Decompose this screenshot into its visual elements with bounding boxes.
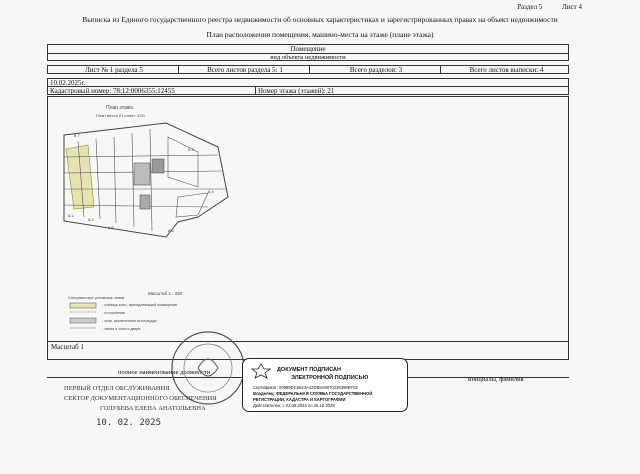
- ecp-owner2: РЕГИСТРАЦИИ, КАДАСТРА И КАРТОГРАФИИ: [253, 397, 346, 402]
- ecp-owner: Владелец: ФЕДЕРАЛЬНАЯ СЛУЖБА ГОСУДАРСТВЕННОЙ: [253, 391, 373, 396]
- total-sheets-section: Всего листов раздела 5: 1: [179, 66, 310, 73]
- object-name: Помещение: [48, 45, 568, 54]
- ecp-title: ДОКУМЕНТ ПОДПИСАН: [277, 367, 341, 373]
- e-signature-box: [242, 358, 408, 412]
- cadastral-row: [47, 86, 569, 95]
- ecp-valid: Действителен: с 02.08.2024 по 26.10.2025: [253, 403, 335, 408]
- legend-item: - линия и зоны и двери: [102, 327, 141, 331]
- emblem-icon: [251, 363, 271, 379]
- scale-label: Масштаб 1: [51, 343, 84, 351]
- plan-scale-note: Масштаб 1 : 250: [148, 291, 183, 296]
- legend-item: - отступление: [102, 311, 126, 315]
- sheet-no: Лист № 1 раздела 5: [48, 66, 179, 73]
- stamp-line: ГОЛУБЕВА ЕЛЕНА АНАТОЛЬЕВНА: [100, 405, 206, 412]
- ecp-cert: Сертификат: 00989DC5924A42DB6A9970225399EF03: [253, 385, 358, 390]
- cadastral-number: Кадастровый номер: 78:12:0006355:12455: [48, 87, 256, 94]
- sheet-number: Лист 4: [562, 3, 582, 11]
- floor-plan-area: [47, 96, 569, 342]
- name-caption: инициалы, фамилия: [468, 376, 524, 383]
- room-label: 8.6: [108, 225, 114, 230]
- room-label: 8.2: [88, 217, 94, 222]
- stamp-line: ПЕРВЫЙ ОТДЕЛ ОБСЛУЖИВАНИЯ: [64, 385, 170, 392]
- plan-subtitle: План места 21 отмет. 3,00: [96, 113, 145, 118]
- floor-number: Номер этажа (этажей): 21: [258, 87, 335, 94]
- room-label: 8.5: [168, 228, 174, 233]
- room-label: 8.3: [188, 147, 194, 152]
- total-sections: Всего разделов: 3: [310, 66, 441, 73]
- section-number: Раздел 5: [517, 3, 543, 11]
- legend-symbols: [70, 303, 96, 328]
- document-subtitle: План расположения помещения, машино-места на этаже (плане этажа): [206, 30, 434, 39]
- object-kind: вид объекта недвижимости: [270, 54, 346, 61]
- document-title: Выписка из Единого государственного реестра недвижимости об основных характеристиках и зарегистрированных правах на объект недвижимости: [82, 15, 558, 24]
- legend-title: Специальные условные знаки: [68, 295, 125, 300]
- stamp-line: СЕКТОР ДОКУМЕНТАЦИОННОГО ОБЕСПЕЧЕНИЯ: [64, 395, 217, 402]
- stamp-date: 10. 02. 2025: [96, 418, 162, 428]
- room-label: 8.1: [68, 213, 74, 218]
- plan-title: План этажа: [106, 105, 134, 111]
- room-label: 8.7: [74, 133, 80, 138]
- object-header: [47, 44, 569, 61]
- position-caption: полное наименование должности: [118, 369, 211, 376]
- total-sheets-extract: Всего листов выписки: 4: [469, 66, 544, 73]
- legend-item: - зона, исключенная из площади: [102, 319, 157, 323]
- legend-item: - граница зоны, принадлежащей помещению: [102, 303, 178, 307]
- floor-plan-drawing: [48, 97, 568, 341]
- sheet-info-row: [47, 65, 569, 74]
- page-header: [499, 3, 582, 11]
- extract-date: 10.02.2025г.: [50, 79, 86, 87]
- ecp-subtitle: ЭЛЕКТРОННОЙ ПОДПИСЬЮ: [291, 375, 369, 381]
- room-label: 8.4: [208, 189, 214, 194]
